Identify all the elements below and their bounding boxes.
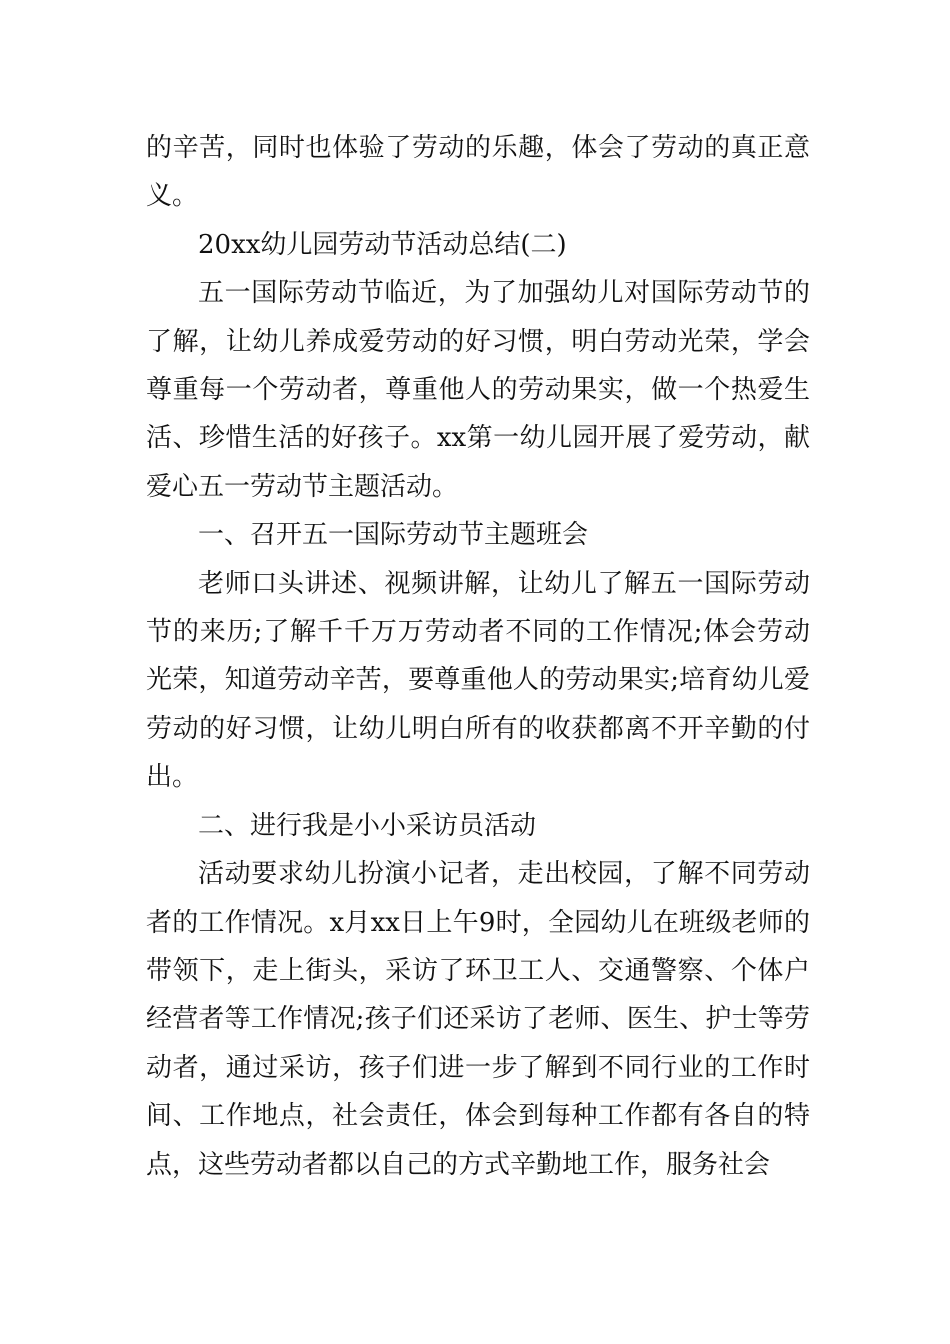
- heading-class-meeting: 一、召开五一国际劳动节主题班会: [198, 520, 589, 551]
- document-body: [146, 124, 810, 1189]
- paragraph-intro: 五一国际劳动节临近，为了加强幼儿对国际劳动节的了解，让幼儿养成爱劳动的好习惯，明白劳动光荣，学会尊重每一个劳动者，尊重他人的劳动果实，做一个热爱生活、珍惜生活的好孩子。xx第一幼儿园开展了爱劳动，献爱心五一劳动节主题活动。: [146, 278, 810, 502]
- paragraph-continuation: 的辛苦，同时也体验了劳动的乐趣，体会了劳动的真正意义。: [146, 133, 810, 212]
- paragraph-reporter-activity: 活动要求幼儿扮演小记者，走出校园，了解不同劳动者的工作情况。x月xx日上午9时，全园幼儿在班级老师的带领下，走上街头，采访了环卫工人、交通警察、个体户经营者等工作情况;孩子们还采访了老师、医生、护士等劳动者，通过采访，孩子们进一步了解到不同行业的工作时间、工作地点，社会责任，体会到每种工作都有各自的特点，这些劳动者都以自己的方式辛勤地工作，服务社会: [146, 859, 810, 1180]
- paragraph-class-meeting: 老师口头讲述、视频讲解，让幼儿了解五一国际劳动节的来历;了解千千万万劳动者不同的工作情况;体会劳动光荣，知道劳动辛苦，要尊重他人的劳动果实;培育幼儿爱劳动的好习惯，让幼儿明白所有的收获都离不开辛勤的付出。: [146, 568, 810, 793]
- section-title: 20xx幼儿园劳动节活动总结(二): [198, 229, 567, 260]
- heading-reporter-activity: 二、进行我是小小采访员活动: [198, 810, 537, 841]
